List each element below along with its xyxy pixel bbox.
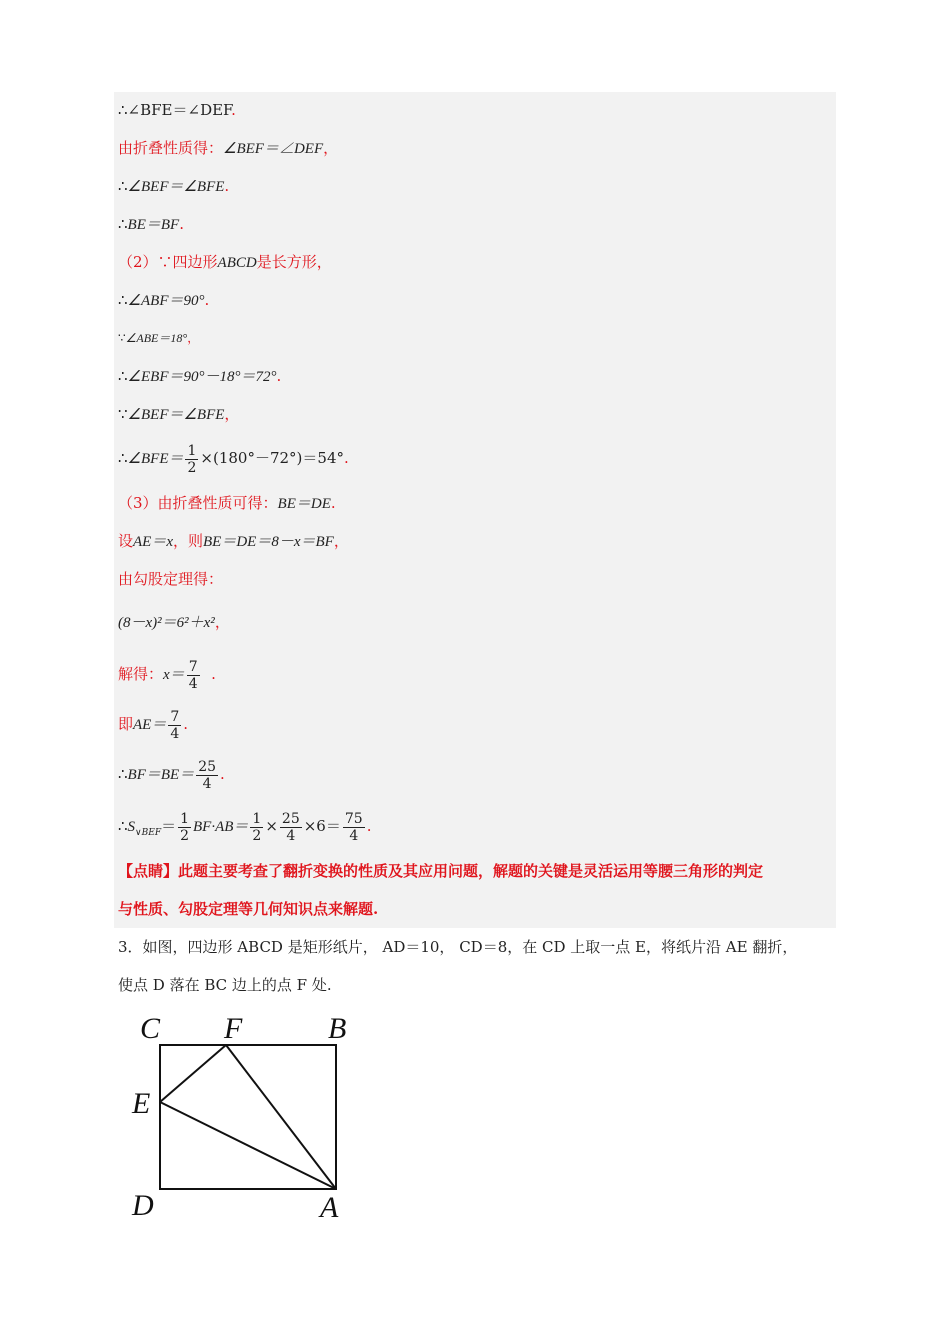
solution-line-12: 设AE＝x，则BE＝DE＝8－x＝BF， — [118, 532, 349, 550]
label-c: C — [140, 1012, 161, 1045]
label-e: E — [132, 1087, 151, 1120]
fraction-twentyfive-fourths-b: $\frac{25}{4}$ — [281, 810, 300, 844]
fraction-half-a: $\frac{1}{2}$ — [180, 810, 189, 844]
solution-line-11: （3）由折叠性质可得：BE＝DE. — [118, 494, 336, 512]
fraction-seventyfive-fourths: $\frac{75}{4}$ — [344, 810, 363, 844]
fraction-seven-fourths: $\frac{7}{4}$ — [188, 658, 198, 692]
label-f: F — [224, 1012, 243, 1045]
solution-line-14: (8－x)²＝6²＋x²， — [118, 613, 230, 631]
segment-ea — [160, 1102, 336, 1189]
solution-line-4: ∴BE＝BF. — [118, 215, 184, 233]
fraction-one-half: $\frac{1}{2}$ — [187, 442, 197, 476]
rectangle-fold-figure — [120, 1005, 380, 1235]
label-d: D — [132, 1189, 154, 1222]
solution-line-1: ∴∠BFE＝∠DEF. — [118, 101, 236, 119]
label-b: B — [328, 1012, 347, 1045]
solution-line-6: ∴∠ABF＝90°. — [118, 291, 210, 309]
question-3-line-1: 3．如图，四边形 ABCD 是矩形纸片， AD＝10， CD＝8，在 CD 上取一点 E，将纸片沿 AE 翻折， — [118, 938, 798, 956]
label-a: A — [320, 1191, 339, 1224]
solution-line-7: ∵∠ABE＝18°， — [118, 331, 200, 345]
fraction-seven-fourths-ae: $\frac{7}{4}$ — [170, 708, 180, 742]
segment-ef — [160, 1045, 226, 1102]
solution-line-15: 解得：x＝ $\frac{7}{4}$ . — [118, 658, 216, 692]
solution-line-18: $\therefore S_{\vee BEF}=$ $\frac{1}{2}$ BF·AB＝ $\frac{1}{2}$ × $\frac{25}{4}$ ×6＝ $\frac{75}{4}$ . — [118, 810, 372, 844]
solution-line-5: （2）∵四边形ABCD是长方形， — [118, 253, 332, 271]
solution-line-17: ∴BF＝BE＝ $\frac{25}{4}$ . — [118, 758, 225, 792]
comment-line-1: 【点睛】此题主要考查了翻折变换的性质及其应用问题，解题的关键是灵活运用等腰三角形的判定 — [118, 862, 764, 880]
comment-line-2: 与性质、勾股定理等几何知识点来解题. — [118, 900, 379, 918]
solution-line-16: 即AE＝ $\frac{7}{4}$ . — [118, 708, 189, 742]
segment-fa — [226, 1045, 336, 1189]
solution-line-13: 由勾股定理得： — [118, 570, 224, 588]
solution-line-2: 由折叠性质得：∠BEF＝∠DEF， — [118, 139, 339, 157]
question-3-line-2: 使点 D 落在 BC 边上的点 F 处. — [118, 976, 332, 994]
solution-line-10: ∴∠BFE＝ $\frac{1}{2}$ ×(180°－72°)＝54°. — [118, 442, 349, 476]
fraction-twentyfive-fourths: $\frac{25}{4}$ — [198, 758, 217, 792]
solution-line-3: ∴∠BEF＝∠BFE. — [118, 177, 230, 195]
solution-line-9: ∵∠BEF＝∠BFE， — [118, 405, 240, 423]
rectangle-abcd — [160, 1045, 336, 1189]
solution-line-8: ∴∠EBF＝90°－18°＝72°. — [118, 367, 282, 385]
fraction-half-b: $\frac{1}{2}$ — [252, 810, 262, 844]
